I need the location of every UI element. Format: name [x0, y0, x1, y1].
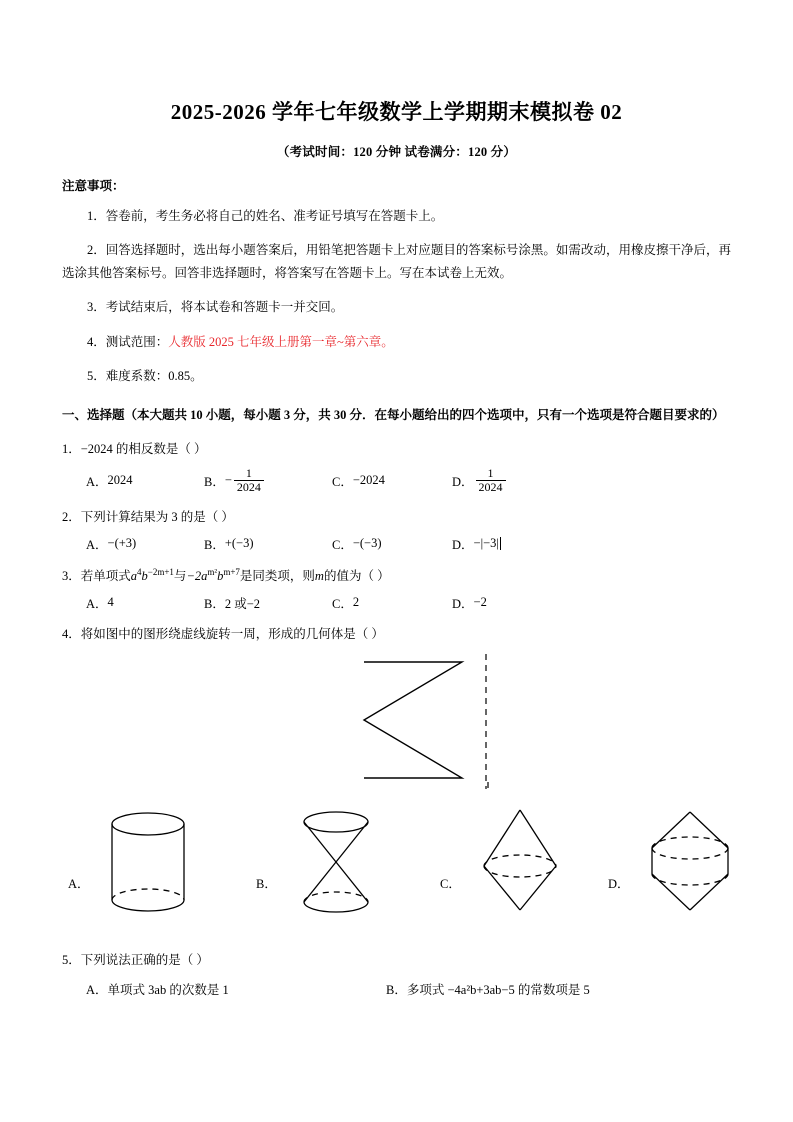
option-label: A．: [86, 982, 108, 997]
question-2-option-c[interactable]: [332, 535, 452, 553]
monomial-4-exp: m+7: [223, 566, 240, 577]
option-text: −|−3|: [473, 536, 499, 551]
notice-heading: 注意事项：: [62, 179, 125, 193]
notice-item-4: [62, 331, 731, 354]
option-label: C．: [332, 474, 353, 489]
option-text: −(+3): [107, 536, 137, 551]
option-text: 2024: [107, 473, 133, 488]
stem-part-2: 与: [173, 568, 187, 583]
option-label: D．: [452, 596, 474, 611]
axis-dashed-line-lower: [486, 782, 490, 788]
monomial-1-base: a: [130, 568, 138, 583]
monomial-2-exp: −2m+1: [147, 566, 174, 577]
notice-item-3: 3．考试结束后，将本试卷和答题卡一并交回。: [87, 300, 344, 315]
denominator: 2024: [234, 480, 264, 494]
question-4-option-b-label[interactable]: B．: [256, 876, 277, 891]
notice-4-range: 人教版 2025 七年级上册第一章~第六章。: [168, 334, 394, 349]
option-label: A．: [86, 596, 108, 611]
option-label: C．: [332, 537, 353, 552]
double-cone-figure: [288, 808, 384, 918]
denominator: 2024: [476, 480, 506, 494]
question-4-option-a-label[interactable]: A．: [68, 876, 90, 891]
option-label: A．: [86, 537, 108, 552]
text-cursor: [500, 537, 501, 550]
question-1-option-a[interactable]: [86, 467, 204, 495]
question-2-stem: 2．下列计算结果为 3 的是（ ）: [62, 509, 234, 524]
stem-part-4: 的值为（ ）: [323, 568, 390, 583]
question-1-option-c[interactable]: [332, 467, 452, 495]
notice-item-2: 2．回答选择题时，选出每小题答案后，用铅笔把答题卡上对应题目的答案标号涂黑。如需改动，用橡皮擦干净后，再选涂其他答案标号。回答非选择题时，将答案写在答题卡上。写在本试卷上无效。: [62, 243, 731, 281]
question-3-option-c[interactable]: [332, 594, 452, 612]
question-3-option-a[interactable]: [86, 594, 204, 612]
page-title: 2025-2026 学年七年级数学上学期期末模拟卷 02: [170, 100, 623, 124]
option-text: −: [224, 473, 232, 488]
question-4-figure-area: [62, 648, 731, 938]
option-text: 2: [352, 595, 360, 610]
option-text: −(−3): [352, 536, 382, 551]
section-heading-choice: 一、选择题（本大题共 10 小题，每小题 3 分，共 30 分．在每小题给出的四个选项中，只有一个选项是符合题目要求的）: [62, 407, 725, 422]
numerator: 1: [245, 465, 252, 480]
monomial-4-base: b: [217, 568, 224, 583]
option-text: 2 或−2: [224, 596, 261, 611]
fraction: [234, 467, 264, 495]
option-label: B．: [386, 982, 407, 997]
question-4-option-c-label[interactable]: C．: [440, 876, 461, 891]
stem-part-3: 是同类项，则: [239, 568, 315, 583]
cylinder-figure: [100, 808, 196, 918]
question-2-option-d[interactable]: [452, 535, 501, 553]
variable-m: m: [314, 568, 324, 583]
question-2-options: [62, 535, 731, 553]
numerator: 1: [487, 465, 494, 480]
question-2-option-a[interactable]: [86, 535, 204, 553]
question-1-stem: 1．−2024 的相反数是（ ）: [62, 441, 207, 456]
monomial-3-exp: m²: [207, 566, 218, 577]
option-text: 4: [107, 595, 114, 610]
fraction: [476, 467, 506, 495]
exam-subtitle: （考试时间：120 分钟 试卷满分：120 分）: [276, 145, 517, 159]
question-2-option-b[interactable]: [204, 535, 332, 553]
option-label: C．: [332, 596, 353, 611]
option-label: B．: [204, 596, 225, 611]
notice-4-prefix: 4．测试范围：: [87, 334, 169, 349]
option-label: D．: [452, 537, 474, 552]
bicone-figure: [470, 804, 570, 922]
option-text: −2024: [352, 473, 385, 488]
question-5-option-b[interactable]: [386, 980, 590, 998]
question-4-option-d-label[interactable]: D．: [608, 876, 630, 891]
question-4-stem: 4．将如图中的图形绕虚线旋转一周，形成的几何体是（ ）: [62, 626, 384, 641]
monomial-2-base: b: [141, 568, 148, 583]
question-3-option-b[interactable]: [204, 594, 332, 612]
rotation-source-figure: [344, 654, 504, 789]
notice-item-5: 5．难度系数：0.85。: [87, 368, 203, 383]
option-label: A．: [86, 474, 108, 489]
question-3-stem: [62, 565, 731, 586]
option-label: D．: [452, 474, 474, 489]
cone-cylinder-cone-figure: [640, 804, 740, 922]
question-3-options: [62, 594, 731, 612]
monomial-1-exp: 4: [137, 566, 142, 577]
question-1-option-d[interactable]: [452, 467, 508, 495]
option-label: B．: [204, 474, 225, 489]
option-text: −2: [473, 595, 487, 610]
notice-item-1: 1．答卷前，考生务必将自己的姓名、准考证号填写在答题卡上。: [87, 209, 444, 223]
monomial-3-base: −2a: [186, 568, 208, 583]
question-1-options: [62, 467, 731, 495]
option-label: B．: [204, 537, 225, 552]
zigzag-shape-svg: [344, 654, 504, 789]
question-5-options: [62, 980, 731, 998]
question-3-option-d[interactable]: [452, 594, 487, 612]
option-text: +(−3): [224, 536, 254, 551]
option-text: 多项式 −4a²b+3ab−5 的常数项是 5: [406, 982, 590, 997]
question-5-stem: 5．下列说法正确的是（ ）: [62, 952, 209, 967]
stem-part-1: 3．若单项式: [62, 568, 131, 583]
question-1-option-b[interactable]: [204, 467, 332, 495]
option-text: 单项式 3ab 的次数是 1: [107, 982, 229, 997]
question-5-option-a[interactable]: [86, 980, 386, 998]
